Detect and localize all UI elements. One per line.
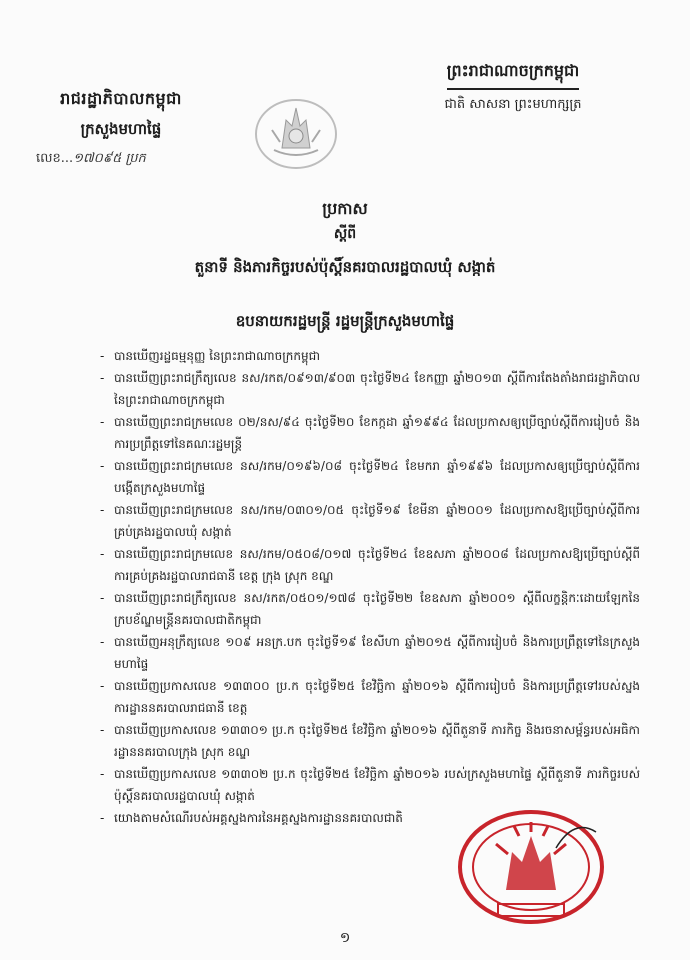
- document-type: ប្រកាស: [322, 199, 368, 218]
- reference-label: លេខ...: [36, 151, 74, 166]
- recital-item: - បានឃើញព្រះរាជក្រមលេខ នស/រកម/០៣០១/០៥ ចុះថ្ងៃទី១៩ ខែមីនា ឆ្នាំ២០០១ ដែលប្រកាសឱ្យប្រើច្បាប់ស្តីពីការគ្រប់គ្រងរដ្ឋបាលឃុំ សង្កាត់: [100, 499, 640, 543]
- recital-item: - បានឃើញព្រះរាជក្រមលេខ នស/រកម/០៥០៨/០១៧ ចុះថ្ងៃទី២៤ ខែឧសភា ឆ្នាំ២០០៨ ដែលប្រកាសឱ្យប្រើច្បាប់ស្តីពីការគ្រប់គ្រងរដ្ឋបាលរាជធានី ខេត្ត ក្រុង ស្រុក ខណ្ឌ: [100, 543, 640, 587]
- recital-item: - បានឃើញព្រះរាជក្រឹត្យលេខ នស/រកត/០៥០១/១៧៨ ចុះថ្ងៃទី២២ ខែឧសភា ឆ្នាំ២០០១ ស្តីពីលក្ខន្តិកៈដោយឡែកនៃក្របខ័ណ្ឌមន្ត្រីនគរបាលជាតិកម្ពុជា: [100, 587, 640, 631]
- recital-item: - បានឃើញព្រះរាជក្រឹត្យលេខ នស/រកត/០៩១៣/៩០៣ ចុះថ្ងៃទី២៤ ខែកញ្ញា ឆ្នាំ២០១៣ ស្តីពីការតែងតាំងរាជរដ្ឋាភិបាល នៃព្រះរាជាណាចក្រកម្ពុជា: [100, 367, 640, 411]
- government-name: រាជរដ្ឋាភិបាលកម្ពុជា: [60, 89, 182, 108]
- national-motto: ជាតិ សាសនា ព្រះមហាក្សត្រ: [444, 97, 582, 112]
- recital-item: - បានឃើញប្រកាសលេខ ១៣៣០២ ប្រ.ក ចុះថ្ងៃទី២៥ ខែវិច្ឆិកា ឆ្នាំ២០១៦ របស់ក្រសួងមហាផ្ទៃ ស្តីពីតួនាទី ភារកិច្ចរបស់ប៉ុស្តិ៍នគរបាលរដ្ឋបាលឃុំ សង្កាត់: [100, 763, 640, 807]
- recital-item: - បានឃើញព្រះរាជក្រមលេខ ០២/នស/៩៤ ចុះថ្ងៃទី២០ ខែកក្កដា ឆ្នាំ១៩៩៤ ដែលប្រកាសឲ្យប្រើច្បាប់ស្តីពីការរៀបចំ និងការប្រព្រឹត្តទៅនៃគណៈរដ្ឋមន្ត្រី: [100, 411, 640, 455]
- ministry-header: [36, 88, 206, 142]
- reference-number: [36, 150, 146, 169]
- royal-emblem-icon: [252, 90, 340, 170]
- recital-item: - បានឃើញអនុក្រឹត្យលេខ ១០៩ អនក្រ.បក ចុះថ្ងៃទី១៩ ខែសីហា ឆ្នាំ២០១៥ ស្តីពីការរៀបចំ និងការប្រព្រឹត្តទៅនៃក្រសួងមហាផ្ទៃ: [100, 631, 640, 675]
- recital-item: - បានឃើញប្រកាសលេខ ១៣៣០០ ប្រ.ក ចុះថ្ងៃទី២៥ ខែវិច្ឆិកា ឆ្នាំ២០១៦ ស្តីពីការរៀបចំ និងការប្រព្រឹត្តទៅរបស់ស្នងការដ្ឋាននគរបាលរាជធានី ខេត្ត: [100, 675, 640, 719]
- recital-item: - យោងតាមសំណើរបស់អគ្គស្នងការនៃអគ្គស្នងការដ្ឋាននគរបាលជាតិ: [100, 807, 640, 829]
- recitals-list: [100, 345, 640, 829]
- document-subject: [0, 258, 690, 280]
- ministry-name: ក្រសួងមហាផ្ទៃ: [80, 120, 162, 138]
- kingdom-header: [398, 60, 628, 115]
- issuer-title: ឧបនាយករដ្ឋមន្ត្រី រដ្ឋមន្ត្រីក្រសួងមហាផ្ទៃ: [235, 312, 455, 330]
- document-about: ស្តីពី: [333, 226, 357, 242]
- official-seal-icon: [456, 808, 606, 926]
- recital-item: - បានឃើញប្រកាសលេខ ១៣៣០១ ប្រ.ក ចុះថ្ងៃទី២៥ ខែវិច្ឆិកា ឆ្នាំ២០១៦ ស្តីពីតួនាទី ភារកិច្ច និងរចនាសម្ព័ន្ធរបស់អធិការដ្ឋាននគរបាលក្រុង ស្រុក ខណ្ឌ: [100, 719, 640, 763]
- kingdom-name: ព្រះរាជាណាចក្រកម្ពុជា: [447, 60, 580, 90]
- page-number: ១: [339, 930, 351, 946]
- recital-item: - បានឃើញរដ្ឋធម្មនុញ្ញ នៃព្រះរាជាណាចក្រកម្ពុជា: [100, 345, 640, 367]
- reference-value: ១៧០៩៥ ប្រក: [73, 151, 146, 166]
- document-subject-text: តួនាទី និងភារកិច្ចរបស់ប៉ុស្តិ៍នគរបាលរដ្ឋបាលឃុំ សង្កាត់: [194, 258, 496, 276]
- recital-item: - បានឃើញព្រះរាជក្រមលេខ នស/រកម/០១៩៦/០៨ ចុះថ្ងៃទី២៤ ខែមករា ឆ្នាំ១៩៩៦ ដែលប្រកាសឲ្យប្រើច្បាប់ស្តីពីការបង្កើតក្រសួងមហាផ្ទៃ: [100, 455, 640, 499]
